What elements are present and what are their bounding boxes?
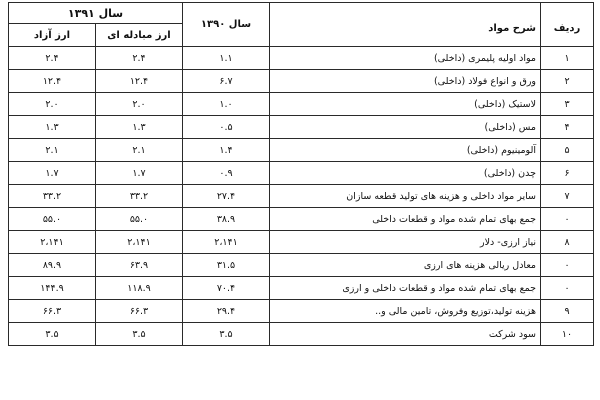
- row-number: ۳: [541, 93, 594, 116]
- value-1390: ۶.۷: [183, 70, 270, 93]
- value-1391-free: ۳.۵: [9, 323, 96, 346]
- row-number: ۰: [541, 277, 594, 300]
- value-1391-exchange: ۲.۴: [96, 47, 183, 70]
- row-description: جمع بهای تمام شده مواد و قطعات داخلی: [270, 208, 541, 231]
- value-1391-exchange: ۱.۳: [96, 116, 183, 139]
- header-exchange-rate: ارز مبادله ای: [96, 24, 183, 47]
- header-year-1391: سال ۱۳۹۱: [9, 3, 183, 24]
- value-1390: ۰.۵: [183, 116, 270, 139]
- row-number: ۱۰: [541, 323, 594, 346]
- value-1391-free: ۲،۱۴۱: [9, 231, 96, 254]
- value-1391-exchange: ۵۵.۰: [96, 208, 183, 231]
- row-description: سایر مواد داخلی و هزینه های تولید قطعه سازان: [270, 185, 541, 208]
- value-1391-free: ۲.۱: [9, 139, 96, 162]
- value-1391-free: ۲.۰: [9, 93, 96, 116]
- table-row: [9, 277, 594, 300]
- row-description: جمع بهای تمام شده مواد و قطعات داخلی و ارزی: [270, 277, 541, 300]
- value-1391-free: ۱۲.۴: [9, 70, 96, 93]
- table-row: [9, 208, 594, 231]
- value-1390: ۲۹.۴: [183, 300, 270, 323]
- row-number: ۷: [541, 185, 594, 208]
- value-1391-free: ۲.۴: [9, 47, 96, 70]
- row-number: ۲: [541, 70, 594, 93]
- row-number: ۱: [541, 47, 594, 70]
- row-description: ورق و انواع فولاد (داخلی): [270, 70, 541, 93]
- value-1390: ۱.۴: [183, 139, 270, 162]
- table-row: [9, 139, 594, 162]
- row-description: لاستیک (داخلی): [270, 93, 541, 116]
- header-description: شرح مواد: [270, 3, 541, 47]
- value-1391-exchange: ۱.۷: [96, 162, 183, 185]
- row-number: ۰: [541, 254, 594, 277]
- value-1391-free: ۱.۷: [9, 162, 96, 185]
- value-1391-exchange: ۶۶.۳: [96, 300, 183, 323]
- value-1390: ۳.۵: [183, 323, 270, 346]
- table-row: [9, 93, 594, 116]
- value-1391-exchange: ۳.۵: [96, 323, 183, 346]
- value-1390: ۷۰.۴: [183, 277, 270, 300]
- value-1391-free: ۵۵.۰: [9, 208, 96, 231]
- value-1390: ۲،۱۴۱: [183, 231, 270, 254]
- row-description: آلومینیوم (داخلی): [270, 139, 541, 162]
- table-row: [9, 185, 594, 208]
- value-1391-exchange: ۱۱۸.۹: [96, 277, 183, 300]
- value-1390: ۰.۹: [183, 162, 270, 185]
- value-1391-exchange: ۳۳.۲: [96, 185, 183, 208]
- value-1390: ۱.۰: [183, 93, 270, 116]
- row-description: مس (داخلی): [270, 116, 541, 139]
- row-number: ۰: [541, 208, 594, 231]
- row-number: ۶: [541, 162, 594, 185]
- row-number: ۴: [541, 116, 594, 139]
- header-free-rate: ارز آزاد: [9, 24, 96, 47]
- value-1391-free: ۱.۳: [9, 116, 96, 139]
- row-number: ۸: [541, 231, 594, 254]
- table-row: [9, 162, 594, 185]
- table-row: [9, 47, 594, 70]
- value-1390: ۲۷.۴: [183, 185, 270, 208]
- value-1391-exchange: ۲.۱: [96, 139, 183, 162]
- table-row: [9, 323, 594, 346]
- value-1390: ۳۸.۹: [183, 208, 270, 231]
- table-row: [9, 70, 594, 93]
- row-description: نیاز ارزی- دلار: [270, 231, 541, 254]
- row-number: ۵: [541, 139, 594, 162]
- row-description: چدن (داخلی): [270, 162, 541, 185]
- table-row: [9, 231, 594, 254]
- header-year-1390: سال ۱۳۹۰: [183, 3, 270, 47]
- row-description: سود شرکت: [270, 323, 541, 346]
- row-number: ۹: [541, 300, 594, 323]
- value-1391-free: ۶۶.۳: [9, 300, 96, 323]
- value-1391-exchange: ۶۳.۹: [96, 254, 183, 277]
- value-1391-exchange: ۱۲.۴: [96, 70, 183, 93]
- value-1390: ۱.۱: [183, 47, 270, 70]
- row-description: معادل ریالی هزینه های ارزی: [270, 254, 541, 277]
- value-1391-free: ۳۳.۲: [9, 185, 96, 208]
- value-1391-free: ۱۴۴.۹: [9, 277, 96, 300]
- value-1390: ۳۱.۵: [183, 254, 270, 277]
- value-1391-exchange: ۲،۱۴۱: [96, 231, 183, 254]
- table-row: [9, 116, 594, 139]
- value-1391-exchange: ۲.۰: [96, 93, 183, 116]
- cost-table: [8, 2, 594, 346]
- value-1391-free: ۸۹.۹: [9, 254, 96, 277]
- row-description: هزینه تولید،توزیع وفروش، تامین مالی و..: [270, 300, 541, 323]
- table-body: [9, 47, 594, 346]
- row-description: مواد اولیه پلیمری (داخلی): [270, 47, 541, 70]
- table-row: [9, 254, 594, 277]
- table-row: [9, 300, 594, 323]
- header-radif: ردیف: [541, 3, 594, 47]
